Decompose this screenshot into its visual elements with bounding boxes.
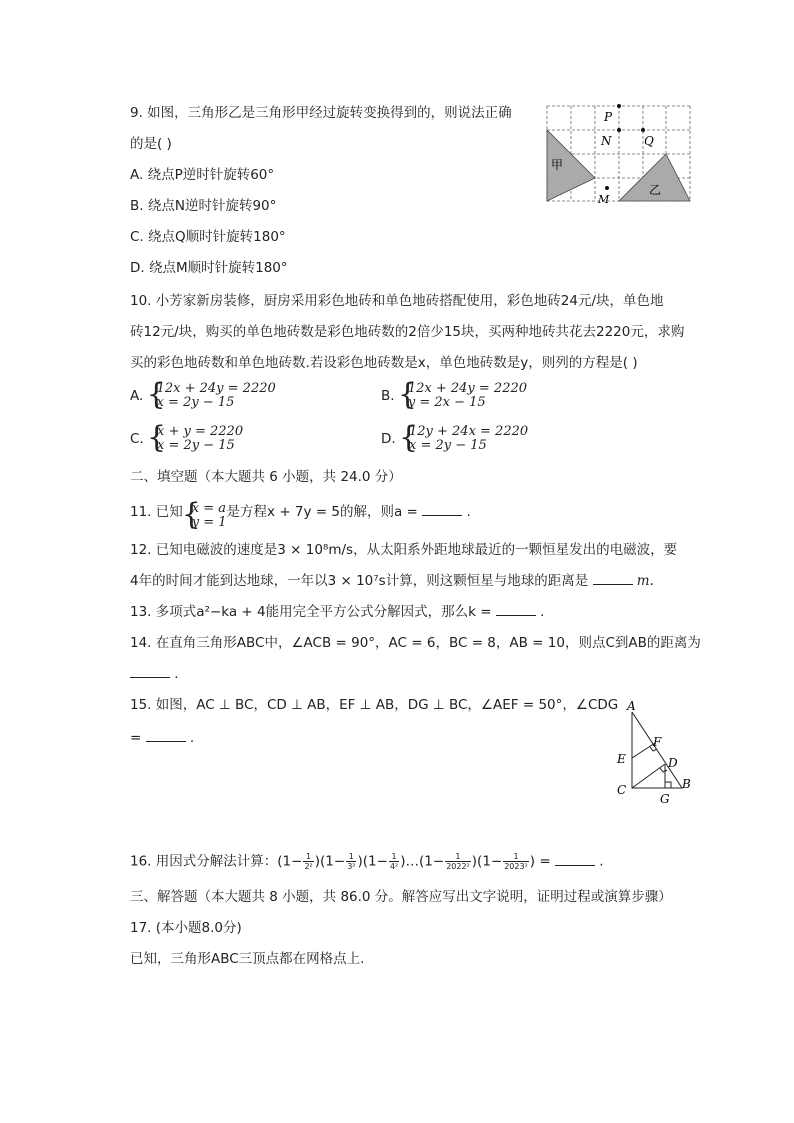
q9-rotation-grid-figure xyxy=(545,103,693,205)
q15-answer-blank[interactable] xyxy=(146,729,186,742)
q12-answer-blank[interactable] xyxy=(593,572,633,585)
q9-option-c: C. 绕点Q顺时针旋转180° xyxy=(130,229,286,245)
q10-option-c: C. { x + y = 2220 x = 2y − 15 xyxy=(130,420,244,455)
q15-triangle-figure xyxy=(610,696,694,810)
q12-line1: 12. 已知电磁波的速度是3 × 10⁸m/s，从太阳系外距地球最近的一颗恒星发出的电磁波，要 xyxy=(130,542,678,558)
label-c: C xyxy=(617,783,627,797)
label-a: A xyxy=(627,699,636,713)
q9-line2: 的是( ) xyxy=(130,136,172,152)
q10-option-d: D. { 12y + 24x = 2220 x = 2y − 15 xyxy=(381,420,529,455)
section2-heading: 二、填空题（本大题共 6 小题，共 24.0 分） xyxy=(130,469,402,485)
label-n: N xyxy=(601,134,612,148)
q15-line1: 15. 如图，AC ⊥ BC，CD ⊥ AB，EF ⊥ AB，DG ⊥ BC，∠AEF = 50°，∠CDG xyxy=(130,697,619,713)
q10-option-b: B. { 12x + 24y = 2220 y = 2x − 15 xyxy=(381,377,528,412)
q17-text: 已知，三角形ABC三顶点都在网格点上. xyxy=(130,951,365,967)
q13-answer-blank[interactable] xyxy=(496,603,536,616)
label-g: G xyxy=(660,792,670,806)
label-p: P xyxy=(604,110,613,124)
label-jia: 甲 xyxy=(551,158,564,172)
q16-answer-blank[interactable] xyxy=(555,853,595,866)
q10-line1: 10. 小芳家新房装修，厨房采用彩色地砖和单色地砖搭配使用，彩色地砖24元/块，单色地 xyxy=(130,293,664,309)
label-q: Q xyxy=(644,134,654,148)
q9-line1: 9. 如图，三角形乙是三角形甲经过旋转变换得到的，则说法正确 xyxy=(130,105,512,121)
q15-line2: = . xyxy=(130,730,195,746)
label-e: E xyxy=(617,752,626,766)
label-b: B xyxy=(682,777,691,791)
q14-answer-blank[interactable] xyxy=(130,665,170,678)
q9-option-a: A. 绕点P逆时针旋转60° xyxy=(130,167,275,183)
label-m: M xyxy=(598,193,610,205)
q9-option-b: B. 绕点N逆时针旋转90° xyxy=(130,198,277,214)
q10-line2: 砖12元/块，购买的单色地砖数是彩色地砖数的2倍少15块，买两种地砖共花去2220元，求购 xyxy=(130,324,685,340)
q17-header: 17. (本小题8.0分) xyxy=(130,920,242,936)
q11: 11. 已知 { x = a y = 1 是方程x + 7y = 5的解，则a = . xyxy=(130,497,471,532)
q9-option-d: D. 绕点M顺时针旋转180° xyxy=(130,260,288,276)
label-f: F xyxy=(653,735,662,749)
q16: 16. 用因式分解法计算：(1− $\frac{1}{\text{2²}}$ )(1− $\frac{1}{\text{3²}}$ )(1− $\frac{1}{\text{4²}}$ )…(1− $\frac{1}{\text{2022²}}$ )(1− $\frac{1}{\text{2023²}}$ ) = . xyxy=(130,852,604,871)
q10-option-a: A. { 12x + 24y = 2220 x = 2y − 15 xyxy=(130,377,276,412)
q12-line2: 4年的时间才能到达地球，一年以3 × 10⁷s计算，则这颗恒星与地球的距离是 m. xyxy=(130,573,654,589)
label-yi: 乙 xyxy=(649,183,662,197)
q14-line1: 14. 在直角三角形ABC中，∠ACB = 90°，AC = 6，BC = 8，AB = 10，则点C到AB的距离为 xyxy=(130,635,701,651)
q13: 13. 多项式a²−ka + 4能用完全平方公式分解因式，那么k = . xyxy=(130,604,545,620)
q14-line2: . xyxy=(130,665,179,683)
q11-answer-blank[interactable] xyxy=(422,503,462,516)
q10-line3: 买的彩色地砖数和单色地砖数.若设彩色地砖数是x，单色地砖数是y，则列的方程是( ) xyxy=(130,355,638,371)
section3-heading: 三、解答题（本大题共 8 小题，共 86.0 分。解答应写出文字说明，证明过程或演算步骤） xyxy=(130,889,672,905)
label-d: D xyxy=(668,756,678,770)
